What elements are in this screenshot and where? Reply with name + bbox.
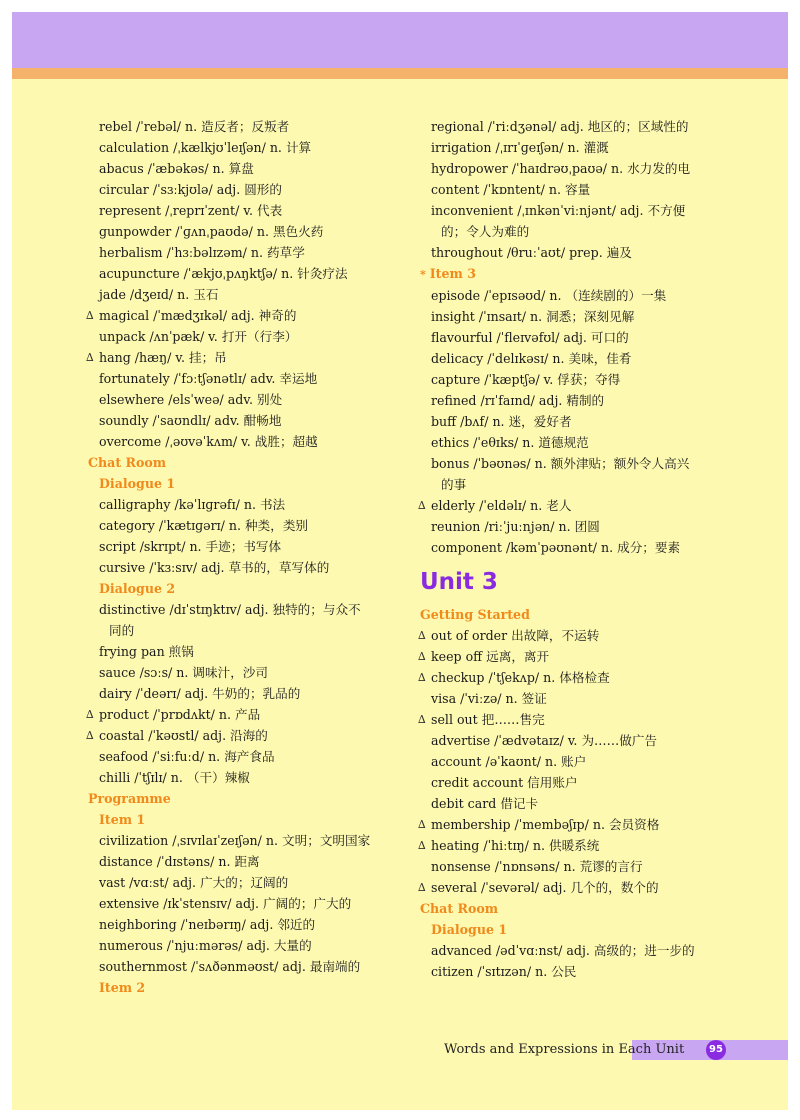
heading-text: Chat Room (88, 455, 167, 470)
vocab-entry (420, 814, 750, 835)
entry-text: category /ˈkætɪɡərɪ/ n. 种类，类别 (99, 518, 309, 533)
vocab-entry (420, 625, 750, 646)
vocab-entry (88, 221, 418, 242)
delta-mark-icon: ∆ (418, 671, 426, 684)
entry-text: overcome /ˌəʊvəˈkʌm/ v. 战胜；超越 (99, 434, 318, 449)
vocab-entry (88, 410, 418, 431)
entry-continuation: 的事 (441, 477, 467, 492)
entry-text: insight /ˈɪnsaɪt/ n. 洞悉；深刻见解 (431, 309, 635, 324)
entry-text: bonus /ˈbəʊnəs/ n. 额外津贴；额外令人高兴 (431, 456, 690, 471)
entry-text: calligraphy /kəˈlɪɡrəfɪ/ n. 书法 (99, 497, 286, 512)
vocab-entry (88, 263, 418, 284)
entry-text: refined /rɪˈfaɪnd/ adj. 精制的 (431, 393, 605, 408)
vocab-entry (420, 390, 750, 411)
header-orange-band (12, 68, 788, 79)
entry-text: soundly /ˈsaʊndlɪ/ adv. 酣畅地 (99, 413, 282, 428)
entry-text: vast /vɑːst/ adj. 广大的；辽阔的 (99, 875, 289, 890)
vocab-entry (88, 515, 418, 536)
vocab-entry (420, 709, 750, 730)
entry-text: acupuncture /ˈækjʊˌpʌŋktʃə/ n. 针灸疗法 (99, 266, 348, 281)
vocab-entry (88, 137, 418, 158)
entry-text: extensive /ɪkˈstensɪv/ adj. 广阔的；广大的 (99, 896, 352, 911)
entry-text: rebel /ˈrebəl/ n. 造反者；反叛者 (99, 119, 290, 134)
vocab-entry (88, 872, 418, 893)
entry-text: product /ˈprɒdʌkt/ n. 产品 (99, 707, 261, 722)
entry-text: southernmost /ˈsʌðənməʊst/ adj. 最南端的 (99, 959, 361, 974)
delta-mark-icon: ∆ (418, 818, 426, 831)
vocab-entry (88, 536, 418, 557)
entry-text: episode /ˈepɪsəʊd/ n. （连续剧的）一集 (431, 288, 667, 303)
vocab-entry (420, 688, 750, 709)
vocab-entry (420, 242, 750, 263)
delta-mark-icon: ∆ (418, 499, 426, 512)
entry-text: membership /ˈmembəʃɪp/ n. 会员资格 (431, 817, 660, 832)
heading-text: Programme (88, 791, 171, 806)
vocab-entry (420, 327, 750, 348)
entry-text: heating /ˈhiːtɪŋ/ n. 供暖系统 (431, 838, 600, 853)
section-heading (88, 788, 418, 809)
entry-text: coastal /ˈkəʊstl/ adj. 沿海的 (99, 728, 268, 743)
entry-text: regional /ˈriːdʒənəl/ adj. 地区的；区域性的 (431, 119, 689, 134)
entry-text: citizen /ˈsɪtɪzən/ n. 公民 (431, 964, 577, 979)
subsection-heading: Dialogue 1 (99, 476, 176, 491)
vocab-entry (420, 200, 750, 242)
vocab-entry (420, 432, 750, 453)
entry-text: distance /ˈdɪstəns/ n. 距离 (99, 854, 260, 869)
vocab-entry (420, 116, 750, 137)
vocab-entry (420, 411, 750, 432)
vocab-entry (88, 242, 418, 263)
asterisk-mark-icon: * (420, 268, 426, 281)
entry-text: capture /ˈkæptʃə/ v. 俘获；夺得 (431, 372, 621, 387)
entry-text: flavourful /ˈfleɪvəfʊl/ adj. 可口的 (431, 330, 629, 345)
entry-text: abacus /ˈæbəkəs/ n. 算盘 (99, 161, 254, 176)
vocab-entry (88, 305, 418, 326)
page-number-badge: 95 (706, 1040, 726, 1060)
footer-title: Words and Expressions in Each Unit (444, 1042, 685, 1057)
entry-text: numerous /ˈnjuːmərəs/ adj. 大量的 (99, 938, 312, 953)
vocab-entry (420, 646, 750, 667)
entry-text: distinctive /dɪˈstɪŋktɪv/ adj. 独特的；与众不 (99, 602, 361, 617)
entry-text: advanced /ədˈvɑːnst/ adj. 高级的；进一步的 (431, 943, 695, 958)
entry-text: out of order 出故障，不运转 (431, 628, 600, 643)
delta-mark-icon: ∆ (418, 629, 426, 642)
entry-text: civilization /ˌsɪvɪlaɪˈzeɪʃən/ n. 文明；文明国家 (99, 833, 371, 848)
vocab-entry (88, 158, 418, 179)
delta-mark-icon: ∆ (86, 351, 94, 364)
entry-text: sell out 把……售完 (431, 712, 545, 727)
vocab-entry (420, 495, 750, 516)
entry-text: several /ˈsevərəl/ adj. 几个的，数个的 (431, 880, 659, 895)
entry-text: inconvenient /ˌɪnkənˈviːnjənt/ adj. 不方便 (431, 203, 686, 218)
vocab-entry (88, 662, 418, 683)
vocab-entry (420, 835, 750, 856)
vocab-entry (88, 431, 418, 452)
entry-continuation: 的；令人为难的 (441, 224, 530, 239)
delta-mark-icon: ∆ (86, 729, 94, 742)
vocab-entry (88, 200, 418, 221)
entry-text: advertise /ˈædvətaɪz/ v. 为……做广告 (431, 733, 658, 748)
entry-continuation: 同的 (109, 623, 135, 638)
section-heading (420, 898, 750, 919)
vocab-entry (420, 667, 750, 688)
entry-text: account /əˈkaʊnt/ n. 账户 (431, 754, 587, 769)
vocab-entry (88, 767, 418, 788)
subsection-heading: Item 2 (99, 980, 146, 995)
entry-text: debit card 借记卡 (431, 796, 539, 811)
vocab-entry (88, 725, 418, 746)
vocab-entry (420, 369, 750, 390)
vocab-entry (88, 830, 418, 851)
entry-text: content /ˈkɒntent/ n. 容量 (431, 182, 591, 197)
entry-text: script /skrɪpt/ n. 手迹；书写体 (99, 539, 282, 554)
vocab-entry (420, 877, 750, 898)
vocab-entry (420, 751, 750, 772)
entry-text: hydropower /ˈhaɪdrəʊˌpaʊə/ n. 水力发的电 (431, 161, 691, 176)
vocab-entry (420, 793, 750, 814)
vocab-entry (88, 599, 418, 641)
vocab-entry (420, 285, 750, 306)
vocab-entry (420, 772, 750, 793)
subsection-heading: Dialogue 1 (431, 922, 508, 937)
vocab-entry (88, 914, 418, 935)
heading-text: Getting Started (420, 607, 530, 622)
entry-text: elderly /ˈeldəlɪ/ n. 老人 (431, 498, 572, 513)
textbook-page (12, 12, 788, 1110)
section-heading (420, 604, 750, 625)
vocab-entry (88, 116, 418, 137)
delta-mark-icon: ∆ (418, 839, 426, 852)
entry-text: checkup /ˈtʃekʌp/ n. 体格检查 (431, 670, 610, 685)
vocab-entry (88, 326, 418, 347)
delta-mark-icon: ∆ (418, 713, 426, 726)
entry-text: irrigation /ˌɪrɪˈɡeɪʃən/ n. 灌溉 (431, 140, 609, 155)
subsection-heading: Item 1 (99, 812, 146, 827)
entry-text: neighboring /ˈneɪbərɪŋ/ adj. 邻近的 (99, 917, 316, 932)
section-heading (420, 263, 750, 285)
entry-text: sauce /sɔːs/ n. 调味汁，沙司 (99, 665, 268, 680)
vocab-entry (420, 537, 750, 558)
vocab-entry (420, 306, 750, 327)
vocab-entry (420, 730, 750, 751)
entry-text: visa /ˈviːzə/ n. 签证 (431, 691, 547, 706)
left-column (88, 116, 418, 998)
vocab-entry (88, 179, 418, 200)
entry-text: magical /ˈmædʒɪkəl/ adj. 神奇的 (99, 308, 297, 323)
entry-text: chilli /ˈtʃɪlɪ/ n. （干）辣椒 (99, 770, 250, 785)
vocab-entry (88, 935, 418, 956)
entry-text: buff /bʌf/ n. 迷，爱好者 (431, 414, 572, 429)
entry-text: jade /dʒeɪd/ n. 玉石 (99, 287, 219, 302)
entry-text: keep off 远离，离开 (431, 649, 550, 664)
entry-text: dairy /ˈdeərɪ/ adj. 牛奶的；乳品的 (99, 686, 301, 701)
entry-text: credit account 信用账户 (431, 775, 578, 790)
delta-mark-icon: ∆ (418, 650, 426, 663)
vocab-entry (88, 389, 418, 410)
entry-text: component /kəmˈpəʊnənt/ n. 成分；要素 (431, 540, 681, 555)
entry-text: delicacy /ˈdelɪkəsɪ/ n. 美味，佳肴 (431, 351, 632, 366)
delta-mark-icon: ∆ (86, 708, 94, 721)
vocab-entry (88, 368, 418, 389)
entry-text: reunion /riːˈjuːnjən/ n. 团圆 (431, 519, 600, 534)
vocab-entry (88, 704, 418, 725)
vocab-entry (420, 137, 750, 158)
entry-text: frying pan 煎锅 (99, 644, 194, 659)
entry-text: gunpowder /ˈɡʌnˌpaʊdə/ n. 黑色火药 (99, 224, 324, 239)
vocab-entry (88, 347, 418, 368)
vocab-entry (420, 453, 750, 495)
vocab-entry (88, 893, 418, 914)
entry-text: throughout /θruːˈaʊt/ prep. 遍及 (431, 245, 632, 260)
vocab-entry (88, 683, 418, 704)
entry-text: calculation /ˌkælkjʊˈleɪʃən/ n. 计算 (99, 140, 312, 155)
entry-text: cursive /ˈkɜːsɪv/ adj. 草书的，草写体的 (99, 560, 330, 575)
vocab-entry (420, 179, 750, 200)
header-purple-band (12, 12, 788, 68)
vocab-entry (88, 746, 418, 767)
vocab-entry (420, 856, 750, 877)
vocab-entry (88, 641, 418, 662)
entry-text: elsewhere /elsˈweə/ adv. 别处 (99, 392, 283, 407)
vocab-entry (88, 494, 418, 515)
vocab-entry (420, 348, 750, 369)
heading-text: Item 3 (429, 266, 476, 281)
vocab-entry (88, 284, 418, 305)
delta-mark-icon: ∆ (86, 309, 94, 322)
vocab-entry (420, 961, 750, 982)
entry-text: hang /hæŋ/ v. 挂；吊 (99, 350, 227, 365)
vocab-entry (420, 940, 750, 961)
entry-text: unpack /ʌnˈpæk/ v. 打开（行李） (99, 329, 298, 344)
entry-text: herbalism /ˈhɜːbəlɪzəm/ n. 药草学 (99, 245, 305, 260)
entry-text: represent /ˌreprɪˈzent/ v. 代表 (99, 203, 283, 218)
vocab-entry (88, 851, 418, 872)
heading-text: Chat Room (420, 901, 499, 916)
entry-text: circular /ˈsɜːkjʊlə/ adj. 圆形的 (99, 182, 282, 197)
vocab-entry (88, 956, 418, 977)
entry-text: seafood /ˈsiːfuːd/ n. 海产食品 (99, 749, 275, 764)
section-heading (88, 452, 418, 473)
unit-title: Unit 3 (420, 569, 498, 595)
delta-mark-icon: ∆ (418, 881, 426, 894)
vocab-entry (420, 516, 750, 537)
entry-text: ethics /ˈeθɪks/ n. 道德规范 (431, 435, 589, 450)
entry-text: nonsense /ˈnɒnsəns/ n. 荒谬的言行 (431, 859, 643, 874)
entry-text: fortunately /ˈfɔːtʃənətlɪ/ adv. 幸运地 (99, 371, 318, 386)
vocab-entry (88, 557, 418, 578)
subsection-heading: Dialogue 2 (99, 581, 176, 596)
vocab-entry (420, 158, 750, 179)
right-column (420, 116, 750, 982)
